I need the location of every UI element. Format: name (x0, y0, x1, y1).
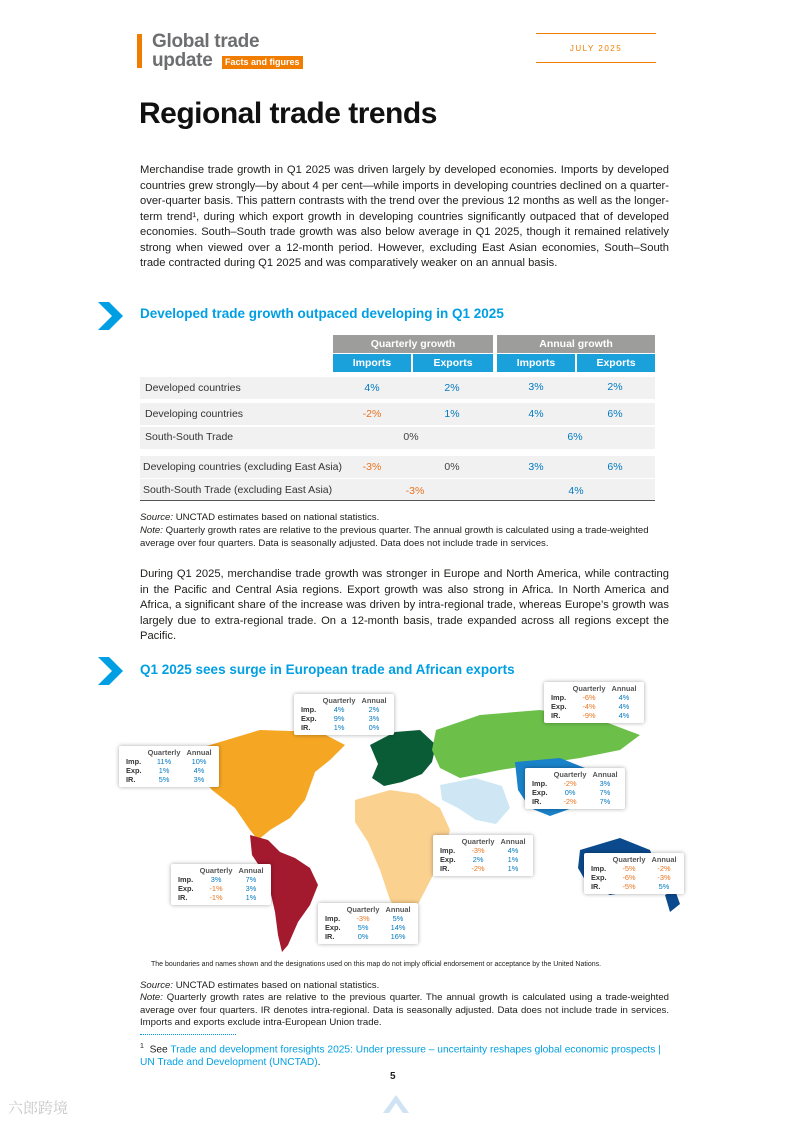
cell-q-exports: 0% (444, 461, 460, 473)
row-label: Developed countries (145, 382, 241, 394)
cell-a-exports: 6% (607, 461, 623, 473)
row-label: South-South Trade (145, 431, 234, 443)
cell-a-exports: 6% (607, 408, 623, 420)
cell-a-imports: 4% (528, 408, 544, 420)
table-group-annual: Annual growth (497, 335, 655, 353)
table-group-quarterly: Quarterly growth (333, 335, 493, 353)
footnote-link[interactable]: Trade and development foresights 2025: Under pressure – uncertainty reshapes global economic prospects | UN Trade and Development (UNCTAD) (140, 1044, 661, 1069)
brand-tag: Facts and figures (222, 56, 303, 69)
cell-q-imports: -3% (362, 461, 382, 473)
page-number: 5 (390, 1071, 396, 1082)
chevron-right-icon (98, 657, 124, 685)
cell-a-imports: 3% (528, 381, 544, 393)
map-box-central-asia: Quarterly Annual Imp. -6% 4% Exp. -4% 4% IR. -9% 4% (544, 682, 644, 723)
footnote: $^1$ See Trade and development foresights 2025: Under pressure – uncertainty reshapes global economic prospects | UN Trade and Development (UNCTAD). (140, 1043, 661, 1069)
cell-a-imports: 3% (528, 461, 544, 473)
map-disclaimer: The boundaries and names shown and the designations used on this map do not imply official endorsement or acceptance by the United Nations. (151, 961, 602, 968)
table-col-quarterly-exports: Exports (413, 354, 493, 372)
map-box-europe: Quarterly Annual Imp. 4% 2% Exp. 9% 3% IR. 1% 0% (294, 694, 394, 735)
map-box-north-america: Quarterly Annual Imp. 11% 10% Exp. 1% 4% IR. 5% 3% (119, 746, 219, 787)
row-label: South-South Trade (excluding East Asia) (143, 484, 333, 496)
table-col-annual-imports: Imports (497, 354, 575, 372)
table-source: Source: UNCTAD estimates based on national statistics. (140, 512, 380, 523)
cell-q-imports: -2% (362, 408, 382, 420)
cell-q-total: 0% (403, 431, 419, 443)
date-rule-bottom (536, 62, 656, 63)
intro-paragraph: Merchandise trade growth in Q1 2025 was driven largely by developed economies. Imports by developed countries grew strongly—by about 4 per cent—while imports in developing countries declined on a quarter-over-quarter basis. This pattern contrasts with the trend over the previous 12 months as well as the longer-term trend¹, during which export growth in developing countries significantly outpaced that of developed economies. South–South trade growth was also below average in Q1 2025, though it remained relatively strong when viewed over a 12-month period. However, excluding East Asian economies, South–South trade contracted during Q1 2025 and was comparatively weaker on an annual basis. (140, 164, 669, 269)
cell-a-exports: 2% (607, 381, 623, 393)
map-box-east-asia: Quarterly Annual Imp. -2% 3% Exp. 0% 7% IR. -2% 7% (525, 768, 625, 809)
footnote-rule (140, 1034, 236, 1035)
section-title-trade-growth: Developed trade growth outpaced developing in Q1 2025 (140, 306, 504, 321)
cell-q-total: -3% (405, 485, 425, 497)
chevron-right-icon (98, 302, 124, 330)
table-bottom-rule (140, 500, 655, 501)
cell-q-exports: 2% (444, 382, 460, 394)
cell-q-imports: 4% (364, 382, 380, 394)
row-label: Developing countries (excluding East Asia) (143, 461, 343, 473)
table-col-annual-exports: Exports (577, 354, 655, 372)
issue-date: JULY 2025 (569, 44, 623, 53)
map-note: Note: Quarterly growth rates are relative to the previous quarter. The annual growth is calculated using a trade-weighted average over four quarters. IR denotes intra-regional. Data is seasonally adjusted. Data does not include trade in services. Imports and exports exclude intra-European Union trade. (140, 992, 669, 1028)
region-europe (370, 730, 436, 786)
page-title: Regional trade trends (139, 97, 437, 130)
cell-a-total: 4% (568, 485, 584, 497)
map-source: Source: UNCTAD estimates based on national statistics. (140, 980, 380, 991)
middle-paragraph: During Q1 2025, merchandise trade growth was stronger in Europe and North America, while contracting in the Pacific and Central Asia regions. Export growth was also strong in Africa. In North America and Africa, a significant share of the increase was driven by intra-regional trade, whereas Europe’s growth was largely due to extra-regional trade. On a 12-month basis, trade expanded across all regions except the Pacific. (140, 568, 669, 642)
map-box-latin-america: Quarterly Annual Imp. 3% 7% Exp. -1% 3% IR. -1% 1% (171, 864, 271, 905)
table-col-quarterly-imports: Imports (333, 354, 411, 372)
scroll-up-chevron-icon[interactable] (383, 1091, 409, 1113)
map-box-africa: Quarterly Annual Imp. -3% 5% Exp. 5% 14% IR. 0% 16% (318, 903, 418, 944)
map-box-south-asia: Quarterly Annual Imp. -3% 4% Exp. 2% 1% IR. -2% 1% (433, 835, 533, 876)
table-note: Note: Quarterly growth rates are relative to the previous quarter. The annual growth is calculated using a trade-weighted average over four quarters. Data is seasonally adjusted. Data does not include trade in services. (140, 525, 649, 549)
brand-title-line2: update (152, 50, 213, 71)
watermark: 六郎跨境 (8, 1100, 69, 1117)
region-south-asia (440, 778, 510, 824)
brand-accent-bar (137, 34, 142, 68)
map-box-pacific: Quarterly Annual Imp. -5% -2% Exp. -6% -3% IR. -5% 5% (584, 853, 684, 894)
cell-a-total: 6% (567, 431, 583, 443)
row-label: Developing countries (145, 408, 244, 420)
section-title-regional-map: Q1 2025 sees surge in European trade and African exports (140, 662, 515, 677)
cell-q-exports: 1% (444, 408, 460, 420)
brand-title-line1: Global trade (152, 31, 260, 52)
date-rule-top (536, 33, 656, 34)
